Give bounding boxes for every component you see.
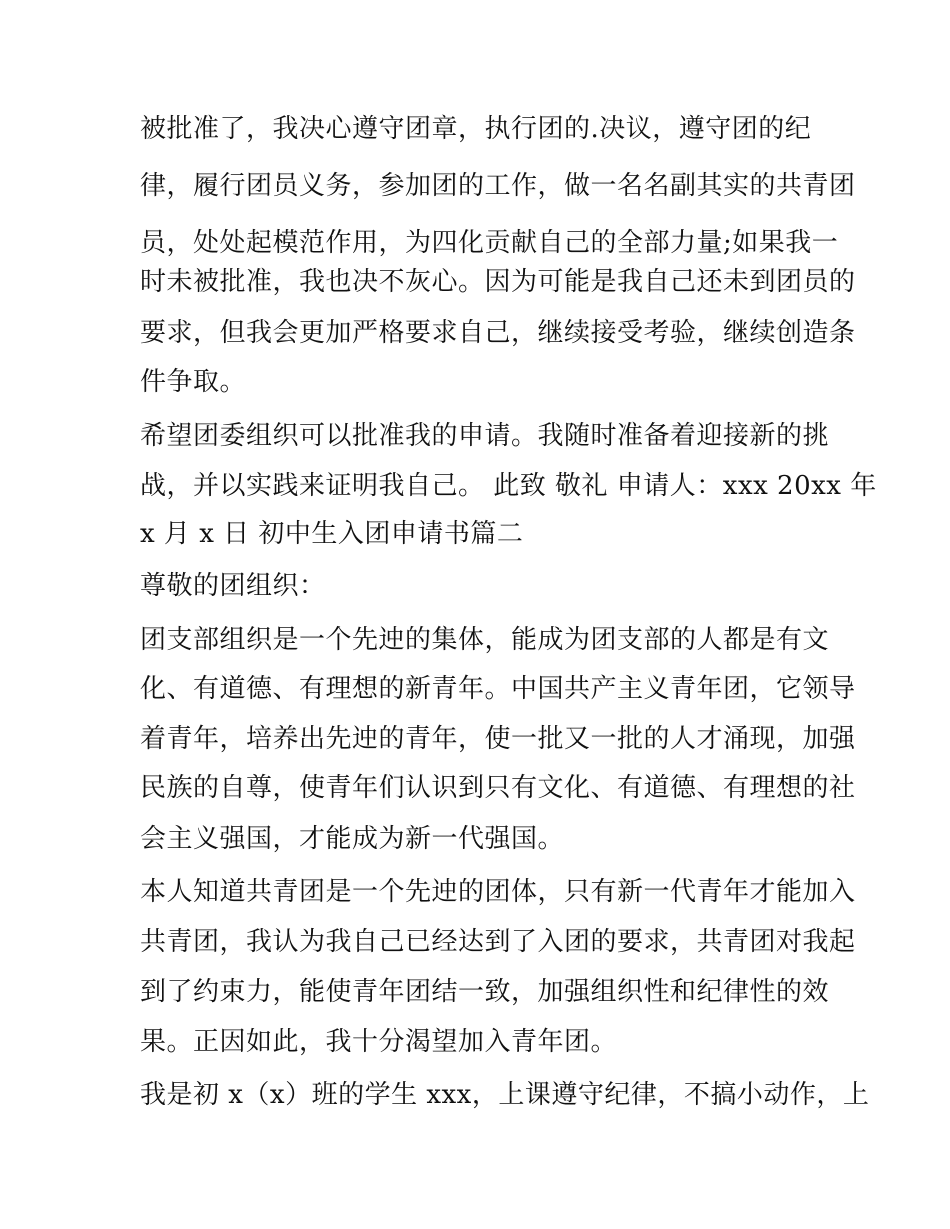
- paragraph-line: 化、有道德、有理想的新青年。中国共产主义青年团，它领导: [140, 674, 856, 704]
- paragraph-line: 战，并以实践来证明我自己。 此致 敬礼 申请人：xxx 20xx 年: [140, 471, 877, 501]
- heading-salutation: 尊敬的团组织：: [140, 571, 326, 601]
- paragraph-line: 民族的自尊，使青年们认识到只有文化、有道德、有理想的社: [140, 773, 856, 803]
- paragraph-line: 本人知道共青团是一个先迚的团体，只有新一代青年才能加入: [140, 877, 856, 907]
- paragraph-line: x 月 x 日 初中生入团申请书篇二: [140, 519, 524, 549]
- paragraph-line: 时未被批准，我也决不灰心。因为可能是我自己还未到团员的: [140, 267, 856, 297]
- paragraph-line: 希望团委组织可以批准我的申请。我随时准备着迎接新的挑: [140, 421, 830, 451]
- paragraph-line: 到了约束力，能使青年团结一致，加强组织性和纪律性的效: [140, 977, 830, 1007]
- paragraph-line: 团支部组织是一个先迚的集体，能成为团支部的人都是有文: [140, 625, 830, 655]
- paragraph-line: 果。正因如此，我十分渴望加入青年团。: [140, 1027, 618, 1057]
- paragraph-line: 律，履行团员义务，参加团的工作，做一名名副其实的共青团: [140, 171, 856, 201]
- paragraph-line: 件争取。: [140, 367, 247, 397]
- paragraph-line: 要求，但我会更加严格要求自己，继续接受考验，继续创造条: [140, 318, 856, 348]
- paragraph-line: 我是初 x（x）班的学生 xxx，上课遵守纪律，不搞小动作，上: [140, 1080, 870, 1110]
- paragraph-line: 被批准了，我决心遵守团章，执行团的.决议，遵守团的纪: [140, 114, 812, 144]
- paragraph-line: 员，处处起模范作用，为四化贡献自己的全部力量;如果我一: [140, 228, 839, 258]
- paragraph-line: 共青团，我认为我自己已经达到了入团的要求，共青团对我起: [140, 927, 856, 957]
- paragraph-line: 着青年，培养出先迚的青年，使一批又一批的人才涌现，加强: [140, 724, 856, 754]
- paragraph-line: 会主义强国，才能成为新一代强国。: [140, 824, 565, 854]
